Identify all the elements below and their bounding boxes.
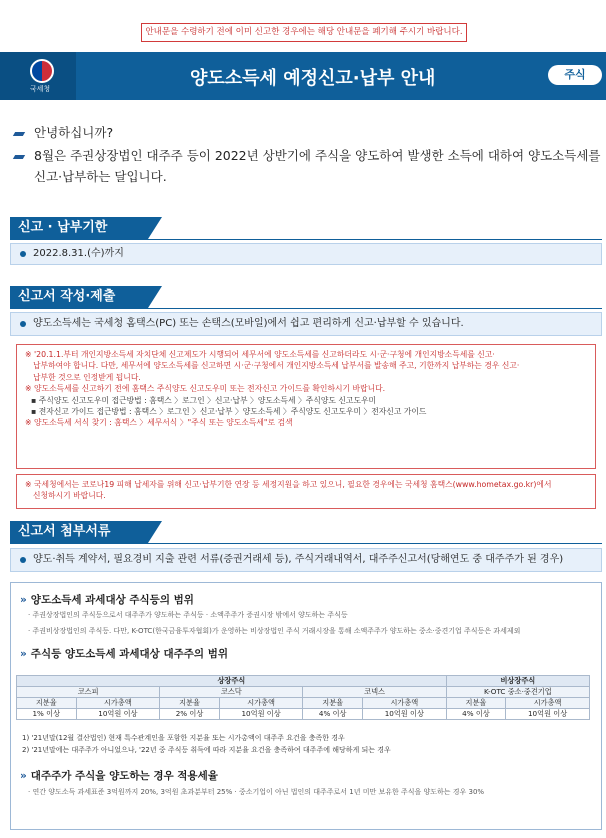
intro-text-2: 8월은 주권상장법인 대주주 등이 2022년 상반기에 주식을 양도하여 발생한 소득에 대하여 양도소득세를: [34, 148, 601, 163]
dot-icon: [20, 557, 26, 563]
dot-icon: [20, 251, 26, 257]
major-shareholder-table: [16, 675, 590, 720]
intro-line-1: [14, 123, 113, 141]
heading-major-text: 주식등 양도소득세 과세대상 대주주의 범위: [30, 648, 228, 660]
table-row: [17, 687, 590, 698]
note-6: ※ 국세청에서는 코로나19 피해 납세자를 위해 신고·납부기한 연장 등 세정지원을 하고 있으니, 필요한 경우에는 국세청 홈택스(www.hometax.go.kr)에서: [25, 480, 552, 489]
category-badge: 주식: [548, 65, 602, 85]
table-row: [17, 676, 590, 687]
note-3: ▪ 주식양도 신고도우미 접근방법 : 홈택스 〉로그인 〉신고·납부 〉양도소득세 〉주식양도 신고도우미: [31, 395, 377, 405]
heading-rates: [20, 768, 218, 783]
heading-scope-text: 양도소득세 과세대상 주식등의 범위: [30, 594, 194, 606]
note-1b: 납부하여야 합니다. 다만, 세무서에 양도소득세를 신고하면 시·군·구청에서 개인지방소득세 납부서를 발송해 주고, 기한까지 납부하는 경우 신고·: [33, 361, 520, 371]
table-cell: 10억원 이상: [362, 709, 446, 720]
section-deadline: 신고 · 납부기한: [10, 217, 148, 239]
table-cell: 10억원 이상: [506, 709, 590, 720]
table-cell: 코스닥: [160, 687, 303, 698]
covid-notice: [16, 474, 596, 509]
table-cell: 10억원 이상: [76, 709, 160, 720]
rates-line: · 연간 양도소득 과세표준 3억원까지 20%, 3억원 초과분부터 25% · 중소기업이 아닌 법인의 대주주로서 1년 미만 보유한 주식을 양도하는 경우 30%: [28, 788, 485, 796]
logo-block: [0, 52, 76, 100]
attachments-value: 양도·취득 계약서, 필요경비 지출 관련 서류(증권거래세 등), 주식거래내역서, 대주주신고서(당해연도 중 대주주가 된 경우): [33, 554, 564, 565]
nts-logo-icon: [30, 59, 54, 83]
bullet-icon: [13, 155, 25, 159]
table-cell: 1% 이상: [17, 709, 77, 720]
header-banner: [0, 52, 606, 100]
filing-notes: [16, 344, 596, 469]
scope-line-1: · 주권상장법인의 주식등으로서 대주주가 양도하는 주식등 · 소액주주가 증권시장 밖에서 양도하는 주식등: [28, 611, 348, 619]
table-cell: 시가총액: [362, 698, 446, 709]
table-cell: 코넥스: [303, 687, 446, 698]
note-5: ※ 양도소득세 서식 찾기 : 홈택스 〉세무서식 〉"주식 또는 양도소득세"로 검색: [25, 418, 293, 428]
table-row: [17, 698, 590, 709]
table-cell: 4% 이상: [446, 709, 506, 720]
divider: [10, 543, 602, 544]
arrow-icon: »: [20, 770, 27, 782]
divider: [10, 308, 602, 309]
attachments-box: [10, 548, 602, 572]
section-attachments: 신고서 첨부서류: [10, 521, 148, 543]
heading-major: [20, 646, 228, 661]
note-1: ※ '20.1.1.부터 개인지방소득세 자치단체 신고제도가 시행되어 세무서에 양도소득세를 신고하더라도 시·군·구청에 개인지방소득세를 신고·: [25, 350, 495, 359]
arrow-icon: »: [20, 648, 27, 660]
deadline-value: 2022.8.31.(수)까지: [33, 248, 124, 259]
table-cell: K-OTC 중소·중견기업: [446, 687, 589, 698]
divider: [10, 239, 602, 240]
table-cell: 지분율: [303, 698, 363, 709]
scope-line-2: · 주권비상장법인의 주식등. 다만, K-OTC(한국금융투자협회)가 운영하는 비상장법인 주식 거래시장을 통해 소액주주가 양도하는 중소·중견기업 주식등은 과세제외: [28, 627, 521, 635]
section-filing: 신고서 작성·제출: [10, 286, 148, 308]
top-notice: 안내문을 수령하기 전에 이미 신고한 경우에는 해당 안내문을 폐기해 주시기 바랍니다.: [141, 23, 467, 42]
table-cell: 상장주식: [17, 676, 447, 687]
footnote-2: 2) '21년말에는 대주주가 아니었으나, '22년 중 주식등 취득에 따라 지분율 요건을 충족하여 대주주에 해당하게 되는 경우: [22, 746, 391, 754]
note-4: ▪ 전자신고 가이드 접근방법 : 홈택스 〉로그인 〉신고·납부 〉양도소득세 〉주식양도 신고도우미 〉전자신고 가이드: [31, 407, 427, 417]
heading-rates-text: 대주주가 주식을 양도하는 경우 적용세율: [30, 770, 218, 782]
filing-box: [10, 312, 602, 336]
logo-label: 국세청: [29, 85, 51, 93]
table-cell: 2% 이상: [160, 709, 220, 720]
page-title: 양도소득세 예정신고·납부 안내: [190, 68, 436, 89]
table-cell: 지분율: [446, 698, 506, 709]
intro-text-1: 안녕하십니까?: [34, 125, 114, 140]
table-cell: 지분율: [160, 698, 220, 709]
deadline-box: [10, 243, 602, 265]
note-6b: 신청하시기 바랍니다.: [33, 491, 106, 501]
dot-icon: [20, 321, 26, 327]
table-cell: 비상장주식: [446, 676, 589, 687]
note-1c: 납부한 것으로 인정받게 됩니다.: [33, 372, 141, 382]
intro-line-3: 신고·납부하는 달입니다.: [34, 169, 167, 184]
heading-scope: [20, 592, 194, 607]
note-2: ※ 양도소득세를 신고하기 전에 홈택스 주식양도 신고도우미 또는 전자신고 가이드를 확인하시기 바랍니다.: [25, 384, 386, 394]
table-row: [17, 709, 590, 720]
table-cell: 시가총액: [506, 698, 590, 709]
table-cell: 4% 이상: [303, 709, 363, 720]
table-cell: 시가총액: [219, 698, 303, 709]
table-cell: 10억원 이상: [219, 709, 303, 720]
intro-line-2: [14, 146, 600, 164]
table-cell: 지분율: [17, 698, 77, 709]
bullet-icon: [13, 132, 25, 136]
filing-value: 양도소득세는 국세청 홈택스(PC) 또는 손택스(모바일)에서 쉽고 편리하게 신고·납부할 수 있습니다.: [33, 318, 464, 329]
footnote-1: 1) '21년말(12월 결산법인) 현재 특수관계인을 포함한 지분율 또는 시가총액이 대주주 요건을 충족한 경우: [22, 734, 345, 742]
table-cell: 시가총액: [76, 698, 160, 709]
table-cell: 코스피: [17, 687, 160, 698]
arrow-icon: »: [20, 594, 27, 606]
